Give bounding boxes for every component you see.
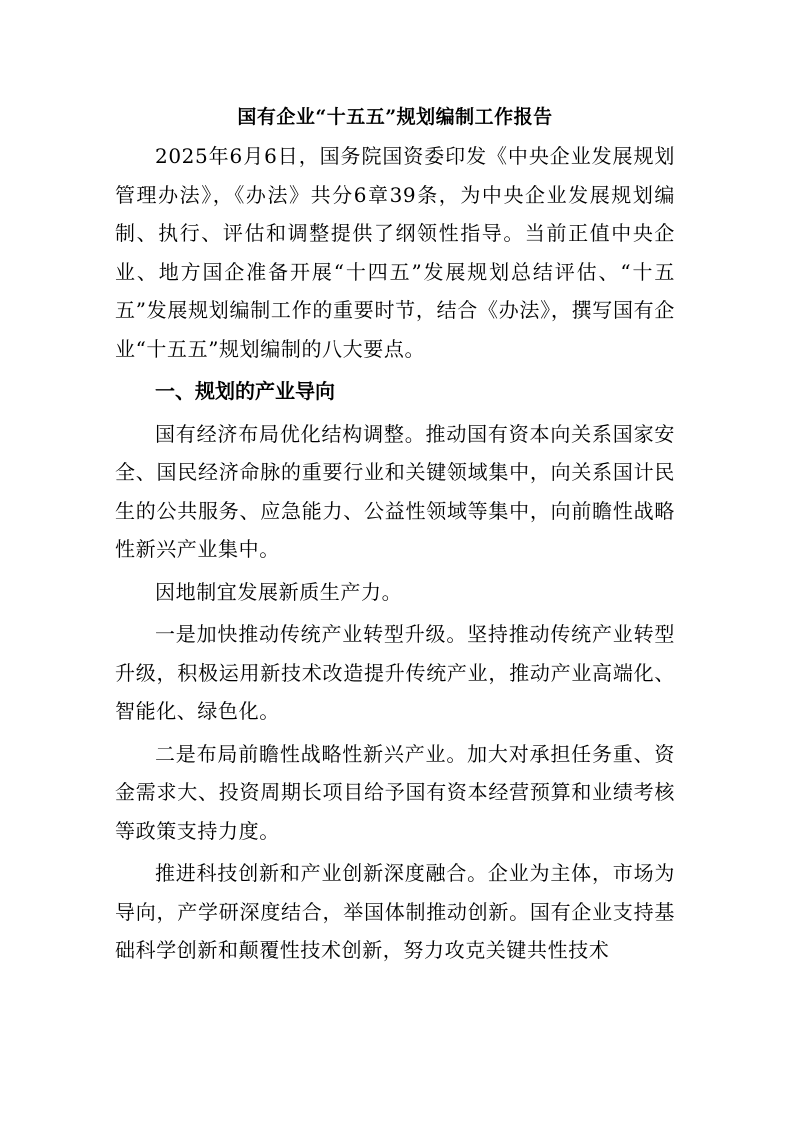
paragraph-innovation: 推进科技创新和产业创新深度融合。企业为主体，市场为导向，产学研深度结合，举国体制推动创新。国有企业支持基础科学创新和颠覆性技术创新，努力攻克关键共性技术: [115, 861, 675, 962]
section-heading-1: 一、规划的产业导向: [155, 379, 335, 403]
intro-paragraph: 2025年6月6日，国务院国资委印发《中央企业发展规划管理办法》，《办法》共分6章39条，为中央企业发展规划编制、执行、评估和调整提供了纲领性指导。当前正值中央企业、地方国企准备开展“十四五”发展规划总结评估、“十五五”发展规划编制工作的重要时节，结合《办法》，撰写国有企业“十五五”规划编制的八大要点。: [115, 144, 675, 361]
paragraph-point-one: 一是加快推动传统产业转型升级。坚持推动传统产业转型升级，积极运用新技术改造提升传统产业，推动产业高端化、智能化、绿色化。: [115, 622, 675, 723]
paragraph-layout-optimization: 国有经济布局优化结构调整。推动国有资本向关系国家安全、国民经济命脉的重要行业和关键领域集中，向关系国计民生的公共服务、应急能力、公益性领域等集中，向前瞻性战略性新兴产业集中。: [115, 421, 675, 561]
document-title: 国有企业“十五五”规划编制工作报告: [237, 106, 553, 128]
paragraph-new-productivity: 因地制宜发展新质生产力。: [155, 579, 403, 604]
paragraph-point-two: 二是布局前瞻性战略性新兴产业。加大对承担任务重、资金需求大、投资周期长项目给予国有资本经营预算和业绩考核等政策支持力度。: [115, 741, 675, 843]
document-body: [115, 97, 675, 970]
